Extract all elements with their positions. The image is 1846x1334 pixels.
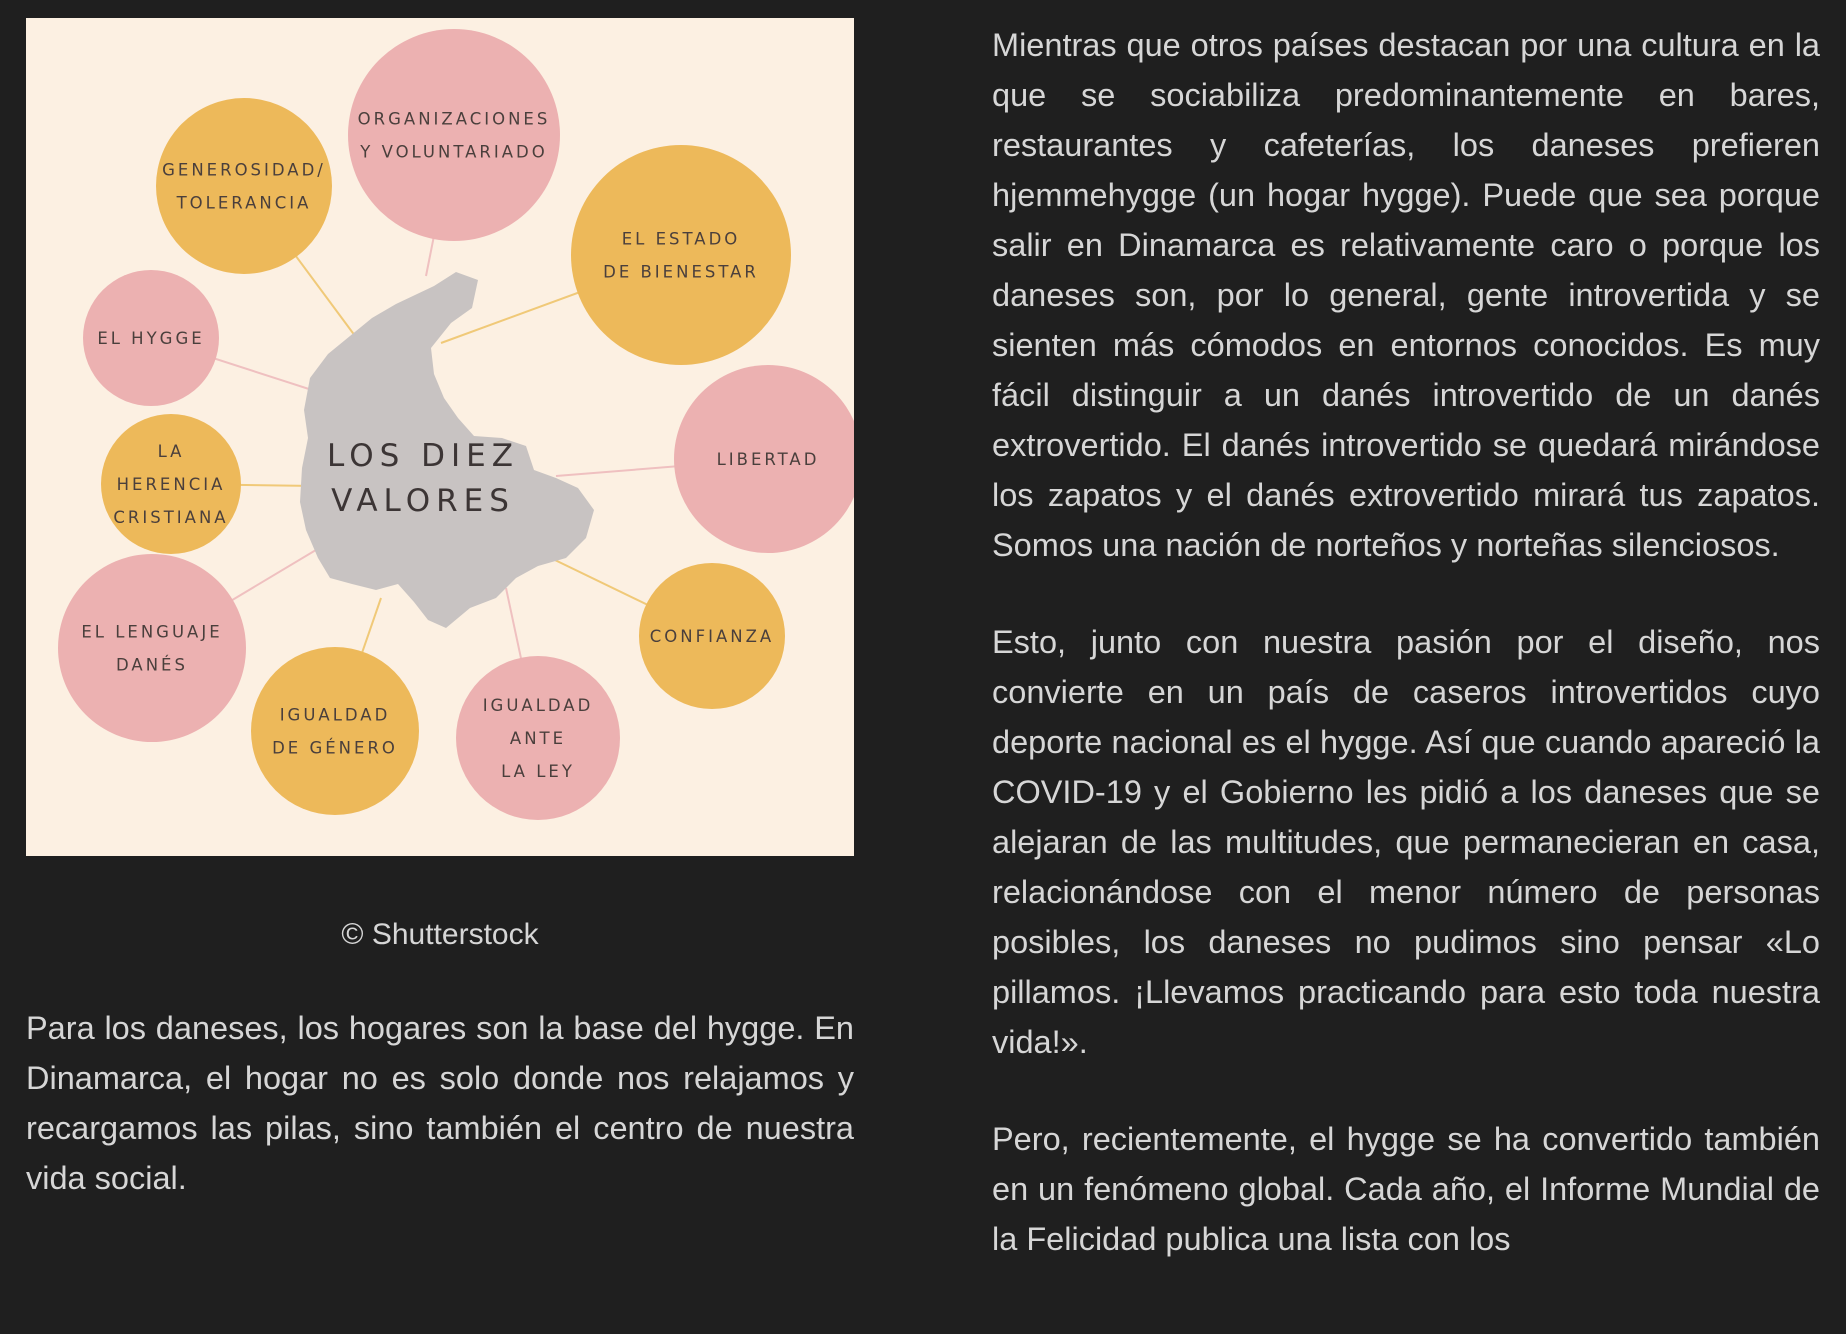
value-bubble <box>58 554 246 742</box>
image-caption: © Shutterstock <box>341 918 539 951</box>
right-paragraph-1: Mientras que otros países destacan por una cultura en la que se sociabiliza predominantemente en bares, restaurantes y cafeterías, los daneses prefieren hjemmehygge (un hogar hygge). Puede que sea porque salir en Dinamarca es relativamente caro o porque los daneses son, por lo general, gente introvertida y se sienten más cómodos en entornos conocidos. Es muy fácil distinguir a un danés introvertido de un danés extrovertido. El danés introvertido se quedará mirándose los zapatos y el danés extrovertido mirará tus zapatos. Somos una nación de norteños y norteñas silenciosos. <box>992 27 1820 563</box>
value-label: LA LEY <box>501 762 575 781</box>
value-label: EL ESTADO <box>621 229 741 249</box>
value-label: LIBERTAD <box>716 450 820 469</box>
value-bubble <box>348 29 560 241</box>
value-label: DE BIENESTAR <box>603 262 759 282</box>
value-label: IGUALDAD <box>279 705 391 725</box>
value-label: CONFIANZA <box>649 627 775 646</box>
value-bubble <box>156 98 332 274</box>
value-label: DANÉS <box>116 655 188 675</box>
value-bubble <box>571 145 791 365</box>
value-label: ORGANIZACIONES <box>357 109 551 129</box>
right-paragraph-3: Pero, recientemente, el hygge se ha convertido también en un fenómeno global. Cada año, el Informe Mundial de la Felicidad publica una lista con los <box>992 1121 1820 1257</box>
value-label: ANTE <box>509 729 567 748</box>
value-bubble <box>251 647 419 815</box>
value-label: HERENCIA <box>116 475 226 494</box>
left-paragraph: Para los daneses, los hogares son la base del hygge. En Dinamarca, el hogar no es solo donde nos relajamos y recargamos las pilas, sino también el centro de nuestra vida social. <box>26 1010 854 1196</box>
infographic-figure <box>26 18 854 856</box>
value-label: TOLERANCIA <box>176 193 312 213</box>
value-label: IGUALDAD <box>482 696 594 715</box>
ten-values-diagram <box>26 18 854 856</box>
value-label: EL LENGUAJE <box>81 622 223 642</box>
value-label: Y VOLUNTARIADO <box>360 142 548 162</box>
value-label: EL HYGGE <box>97 329 205 348</box>
right-paragraph-2: Esto, junto con nuestra pasión por el diseño, nos convierte en un país de caseros introvertidos cuyo deporte nacional es el hygge. Así que cuando apareció la COVID-19 y el Gobierno les pidió a los daneses que se alejaran de las multitudes, que permanecieran en casa, relacionándose con el menor número de personas posibles, los daneses no pudimos sino pensar «Lo pillamos. ¡Llevamos practicando para esto toda nuestra vida!». <box>992 624 1820 1060</box>
value-label: DE GÉNERO <box>272 738 398 758</box>
value-label: GENEROSIDAD/ <box>162 160 326 180</box>
center-title-line-2: VALORES <box>331 483 515 519</box>
value-label: CRISTIANA <box>113 508 229 527</box>
value-label: LA <box>157 442 185 461</box>
center-title-line-1: LOS DIEZ <box>327 438 519 474</box>
right-column <box>992 20 1820 1311</box>
